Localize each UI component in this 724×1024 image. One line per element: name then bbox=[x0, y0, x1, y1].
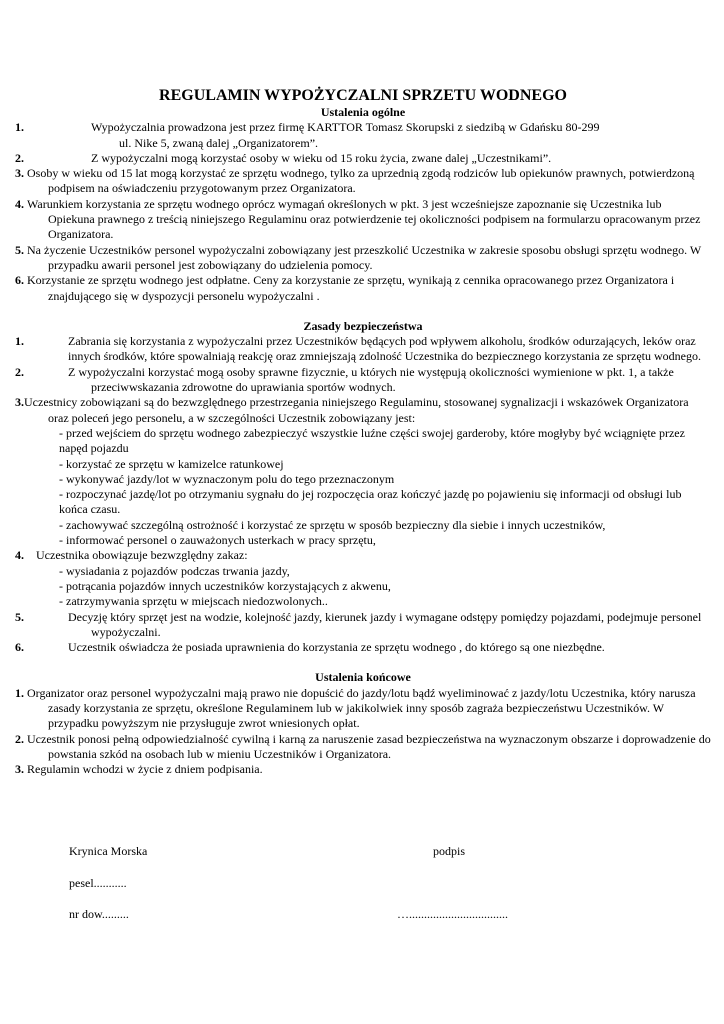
general-item-1-text2: ul. Nike 5, zwaną dalej „Organizatorem”. bbox=[119, 135, 319, 150]
safety-item-3-text: Uczestnicy zobowiązani są do bezwzględnego przestrzegania niniejszego Regulaminu, stosowanej sygnalizacji i wskazówek Organizatora oraz poleceń jego personelu, a w szczególności Uczestnik zobowiązany jest: bbox=[24, 395, 689, 425]
safety-item-5-num: 5. bbox=[15, 609, 24, 624]
section-gap bbox=[15, 304, 711, 319]
safety-item-5-text: Decyzję który sprzęt jest na wodzie, kolejność jazdy, kierunek jazdy i wymagane odstępy pomiędzy pojazdami, podejmuje personel wypożyczalni. bbox=[68, 609, 702, 639]
safety-item-2-text: Z wypożyczalni korzystać mogą osoby sprawne fizycznie, u których nie występują okoliczności wymienione w pkt. 1, a także przeciwwskazania zdrowotne do uprawiania sportów wodnych. bbox=[68, 364, 674, 395]
safety-item-3-dash-2: - korzystać ze sprzętu w kamizelce ratunkowej bbox=[59, 456, 284, 471]
safety-item-1-text: Zabrania się korzystania z wypożyczalni przez Uczestników będących pod wpływem alkoholu, środków odurzających, leków oraz innych środków, które spowalniają reakcję oraz zmniejszają zdolność Uczestnika do bezpiecznego korzystania ze sprzętu wodnego. bbox=[68, 334, 701, 364]
safety-item-4-dash-1: - wysiadania z pojazdów podczas trwania jazdy, bbox=[59, 563, 290, 578]
general-heading: Ustalenia ogólne bbox=[320, 105, 406, 119]
safety-item-3-intro bbox=[15, 395, 711, 426]
general-item-5-text: Na życzenie Uczestników personel wypożyczalni zobowiązany jest przeszkolić Uczestnika w zakresie sposobu obsługi sprzętu wodnego. W przypadku awarii personel jest zobowiązany do udzielenia pomocy. bbox=[27, 242, 701, 272]
final-heading: Ustalenia końcowe bbox=[315, 670, 411, 685]
safety-item-3-dash-5: - zachowywać szczególną ostrożność i korzystać ze sprzętu w sposób bezpieczny dla siebie i innych uczestników, bbox=[59, 517, 606, 532]
general-item-2 bbox=[15, 151, 711, 166]
safety-item-2-num: 2. bbox=[15, 364, 24, 379]
final-item-2-text: Uczestnik ponosi pełną odpowiedzialność cywilną i karną za naruszenie zasad bezpieczeństwa na wyznaczonym obszarze i doprowadzenie do powstania szkód na osobach lub w mieniu Uczestników i Organizatora. bbox=[27, 731, 711, 761]
signature-place: Krynica Morska bbox=[69, 844, 148, 858]
safety-item-6 bbox=[15, 640, 711, 655]
general-item-6-text: Korzystanie ze sprzętu wodnego jest odpłatne. Ceny za korzystanie ze sprzętu, wynikają z cennika opracowanego przez Organizatora i znajdującego się w dyspozycji personelu wypożyczalni . bbox=[27, 273, 675, 303]
safety-item-6-num: 6. bbox=[15, 640, 24, 655]
safety-item-4-dash-3: - zatrzymywania sprzętu w miejscach niedozwolonych.. bbox=[59, 594, 328, 609]
general-item-3 bbox=[15, 166, 711, 197]
safety-item-1 bbox=[15, 334, 711, 365]
safety-item-3-dash-4: - rozpoczynać jazdę/lot po otrzymaniu sygnału do jej rozpoczęcia oraz kończyć jazdę po pojawieniu się informacji od obsługi lub końca czasu. bbox=[59, 487, 682, 517]
final-item-2-num: 2. bbox=[15, 731, 24, 746]
safety-item-3-dash-6: - informować personel o zauważonych usterkach w pracy sprzętu, bbox=[59, 533, 376, 548]
safety-item-3-dash-1: - przed wejściem do sprzętu wodnego zabezpieczyć wszystkie luźne części swojej garderoby, które mogłyby być wciągnięte przez napęd pojazdu bbox=[59, 425, 685, 456]
general-item-6-num: 6. bbox=[15, 273, 24, 288]
signature-line: …................................. bbox=[397, 907, 508, 921]
general-item-3-text: Osoby w wieku od 15 lat mogą korzystać ze sprzętu wodnego, tylko za uprzednią zgodą rodziców lub opiekunów prawnych, potwierdzoną podpisem na oświadczeniu przygotowanym przez Organizatora. bbox=[27, 166, 695, 196]
safety-item-3-num: 3. bbox=[15, 395, 24, 410]
general-item-3-num: 3. bbox=[15, 166, 24, 181]
id-number-field: nr dow......... bbox=[69, 907, 129, 921]
general-item-1-num: 1. bbox=[15, 120, 24, 135]
safety-item-4-text: Uczestnika obowiązuje bezwzględny zakaz: bbox=[36, 548, 248, 563]
document-title: REGULAMIN WYPOŻYCZALNI SPRZETU WODNEGO bbox=[159, 87, 567, 104]
safety-item-2 bbox=[15, 365, 711, 396]
final-item-1 bbox=[15, 686, 711, 732]
safety-item-5 bbox=[15, 610, 711, 641]
safety-item-4-dash-2: - potrącania pojazdów innych uczestników korzystających z akwenu, bbox=[59, 578, 391, 593]
final-item-1-num: 1. bbox=[15, 685, 24, 700]
general-item-4-num: 4. bbox=[15, 196, 24, 211]
general-item-1 bbox=[15, 120, 711, 151]
safety-item-3 bbox=[15, 395, 711, 548]
final-item-3 bbox=[15, 762, 711, 777]
general-item-4 bbox=[15, 197, 711, 243]
general-item-2-num: 2. bbox=[15, 150, 24, 165]
general-item-1-text: Wypożyczalnia prowadzona jest przez firmę KARTTOR Tomasz Skorupski z siedzibą w Gdańsku 80-299 bbox=[91, 120, 600, 135]
safety-item-4 bbox=[15, 548, 711, 609]
final-item-1-text: Organizator oraz personel wypożyczalni mają prawo nie dopuścić do jazdy/lotu bądź wyeliminować z jazdy/lotu Uczestnika, który narusza zasady korzystania ze sprzętu, określone Regulaminem lub w jakikolwiek inny sposób zagraża bezpieczeństwu Uczestników. W przypadku powyższym nie przysługuje zwrot wniesionych opłat. bbox=[27, 685, 696, 731]
general-item-5-num: 5. bbox=[15, 242, 24, 257]
final-item-3-num: 3. bbox=[15, 762, 24, 777]
regulations-document bbox=[15, 86, 711, 777]
safety-heading: Zasady bezpieczeństwa bbox=[303, 318, 423, 333]
final-item-2 bbox=[15, 732, 711, 763]
safety-item-4-num: 4. bbox=[15, 548, 24, 563]
general-item-4-text: Warunkiem korzystania ze sprzętu wodnego oprócz wymagań określonych w pkt. 3 jest wcześniejsze zapoznanie się Uczestnika lub Opiekuna prawnego z treścią niniejszego Regulaminu oraz potwierdzenie tej okoliczności podpisem na formularzu opracowanym przez Organizatora. bbox=[27, 196, 701, 242]
signature-label: podpis bbox=[433, 844, 466, 858]
section-gap bbox=[15, 655, 711, 670]
final-item-3-text: Regulamin wchodzi w życie z dniem podpisania. bbox=[27, 762, 263, 777]
safety-item-1-num: 1. bbox=[15, 334, 24, 349]
pesel-field: pesel........... bbox=[69, 876, 127, 890]
general-item-5 bbox=[15, 243, 711, 274]
general-item-2-text: Z wypożyczalni mogą korzystać osoby w wieku od 15 roku życia, zwane dalej „Uczestnikami”. bbox=[91, 150, 552, 165]
general-item-6 bbox=[15, 273, 711, 304]
safety-item-3-dash-3: - wykonywać jazdy/lot w wyznaczonym polu do tego przeznaczonym bbox=[59, 471, 395, 486]
safety-item-6-text: Uczestnik oświadcza że posiada uprawnienia do korzystania ze sprzętu wodnego , do którego są one niezbędne. bbox=[68, 640, 605, 655]
